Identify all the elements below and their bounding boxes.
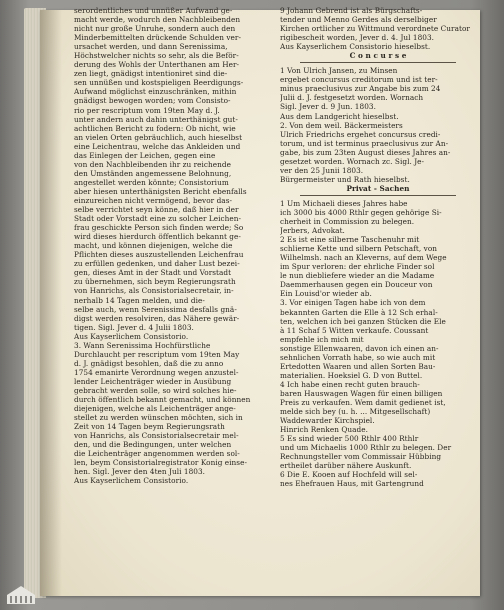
text-line: macht werde, wodurch den Nachbleibenden (74, 15, 241, 25)
text-line: stellet zu werden wünschen möchten, sich in (74, 413, 243, 423)
text-line: gen, dieses Amt in der Stadt und Vorstadt (74, 268, 232, 278)
text-line: zen liegt, gnädigst intentioniret sind die- (74, 69, 228, 79)
text-line: gnädigst bewogen worden; vom Consisto- (74, 96, 231, 106)
text-line: 1754 emanirte Verordnung wegen anzustel- (74, 367, 239, 377)
text-line: schlierne Kette und silbern Petschaft, von (280, 244, 438, 254)
text-line: frau geschickte Person sich finden werde; So (74, 223, 244, 233)
text-line: Aufwand möglichst einzuschränken, mithin (74, 87, 237, 97)
right-text-column (280, 6, 476, 488)
text-line: selbe auch, wenn Serenissima desfalls gnä- (74, 304, 237, 314)
text-line: Daemmerhausen gegen ein Douceur von (280, 280, 433, 290)
text-line: zu erfüllen gedenken, und daher Lust bezei- (74, 259, 240, 269)
text-line: von Hanrichs, als Consistorialsecretair, in- (74, 286, 234, 296)
text-line: minus praeclusivus zur Angabe bis zum 24 (280, 84, 441, 94)
text-line: gabe, bis zum 23ten August dieses Jahres an- (280, 147, 451, 157)
text-line: 9 Johann Gebrend ist als Bürgschafts- (280, 6, 423, 15)
concurse-section (280, 66, 476, 184)
text-line: angestellet werden könnte; Consistorium (74, 177, 229, 187)
text-line: zu übernehmen, sich beym Regierungsrath (74, 277, 236, 287)
text-line: tender und Menno Gerdes als derselbiger (280, 15, 437, 25)
text-line: den, und die Bedingungen, unter welchen (74, 440, 232, 450)
text-line: Wilhelmsh. nach an Kleverns, auf dem Wege (280, 253, 447, 263)
text-line: Zeit von 14 Tagen beym Regierungsrath (74, 422, 225, 432)
text-line: durch öffentlich bekannt gemacht, und können (74, 395, 251, 405)
text-line: Hinrich Renken Quade. (280, 425, 368, 435)
text-line: selbe verrichtet seyn könne, daß hier in der (74, 205, 239, 215)
text-line: le nun diebliefere wieder an die Madame (280, 271, 435, 281)
text-line: tigen. Sigl. Jever d. 4 Julii 1803. (74, 322, 194, 332)
text-line: gebracht werden solle, so wird solches hie- (74, 385, 237, 395)
text-line: lender Leichenträger wieder in Ausübung (74, 376, 232, 386)
text-line: macht, und können diejenigen, welche die (74, 241, 233, 251)
text-line: 2. Von dem weil. Bäckermeisters (280, 120, 403, 130)
text-line: Höchstwelcher nichts so sehr, als die Beför- (74, 51, 239, 61)
heading-rule (300, 195, 456, 196)
text-line: 5 Es sind wieder 500 Rthlr 400 Rthlr (280, 434, 419, 444)
text-line: im Spur verloren: der ehrliche Finder sol (280, 262, 435, 272)
text-line: nicht nur große Unruhe, sondern auch den (74, 24, 236, 34)
left-text-column (74, 6, 274, 485)
text-line: ursachet werden, und dann Serenissima, (74, 42, 228, 52)
text-line: unter andern auch dahin unterthänigst gut- (74, 114, 238, 124)
text-line: achtlichen Bericht zu fodern: Ob nicht, wie (74, 123, 236, 133)
text-line: aber hiesen unterthänigsten Bericht ebenfalls (74, 186, 247, 196)
text-line: von den Nachbleibenden ihr zu reichende (74, 159, 232, 169)
text-line: den Umständen angemessene Belohnung, (74, 168, 232, 178)
text-line: Ulrich Friedrichs ergehet concursus credi- (280, 129, 441, 139)
text-line: 2 Es ist eine silberne Taschenuhr mit (280, 235, 420, 245)
text-line: serordentliches und unnüßer Aufwand ge- (74, 6, 233, 15)
text-line: Waddewarder Kirchspiel. (280, 416, 375, 426)
text-line: ten, welchen ich bei ganzen Stücken die Ele (280, 316, 446, 326)
text-line: sen unnüßen und kostspieligen Beerdigungs- (74, 78, 244, 88)
text-line: hen. Sigl. Jever den 4ten Juli 1803. (74, 467, 206, 477)
text-line: Aus Kayserlichem Consistorio. (74, 476, 189, 486)
text-line: Preis zu verkaufen. Wem damit gedienet ist, (280, 397, 446, 407)
text-line: Stadt oder Vorstadt eine zu solcher Leichen- (74, 214, 242, 224)
text-line: an vielen Orten gebräuchlich, auch hieselbst (74, 132, 243, 142)
text-line: Sigl. Jever d. 9 Jun. 1803. (280, 102, 376, 112)
text-line: Jerbers, Advokat. (280, 226, 345, 236)
text-line: digst werden resolviren, das Nähere gewär- (74, 313, 240, 323)
text-line: Minderbemittelten drückende Schulden ver- (74, 33, 241, 43)
text-line: nerhalb 14 Tagen melden, und die- (74, 295, 205, 305)
text-line: 3. Vor einigen Tagen habe ich von dem (280, 298, 426, 308)
text-line: torum, und ist terminus praeclusivus zur An- (280, 138, 449, 148)
text-line: rio per rescriptum vom 19ten May d. J. (74, 105, 220, 115)
text-line: einzureichen nicht vermögend, bevor das- (74, 195, 233, 205)
text-line: wird dieses hierdurch öffentlich bekannt ge- (74, 232, 241, 242)
text-line: gesetzet worden. Wornach zc. Sigl. Je- (280, 156, 425, 166)
text-line: à 11 Schaf 5 Witten verkaufe. Coussant (280, 325, 429, 335)
right-column-notices (280, 6, 476, 51)
text-line: Julii d. J. festgesetzt worden. Wornach (280, 93, 424, 103)
text-line: Rechnungsteller vom Commissair Hübbing (280, 452, 442, 462)
text-line: und um Michaelis 1000 Rthlr zu belegen. Der (280, 443, 452, 453)
text-line: baren Hauswagen Wagen für einen billigen (280, 388, 443, 398)
text-line: Ertedotten Waaren und allen Sorten Bau- (280, 361, 436, 371)
text-line: 4 Ich habe einen recht guten brauch- (280, 379, 420, 389)
text-line: nes Ehefrauen Haus, mit Gartengrund (280, 479, 424, 489)
text-line: Kirchen ortlicher zu Wittmund verordnete Curator (280, 24, 470, 34)
text-line: bekannten Garten die Elle à 12 Sch erhal- (280, 307, 438, 317)
text-line: materialien. Hoeksiel G. D von Buttel. (280, 370, 423, 380)
text-line: Bürgermeister und Rath hieselbst. (280, 174, 410, 184)
text-line: rigibescheit worden, Jever d. 4. Jul 1803. (280, 33, 435, 43)
text-line: cherheit in Commission zu belegen. (280, 217, 415, 227)
privat-sachen-section (280, 199, 476, 489)
text-line: Ein Louisd'or wieder ab. (280, 289, 372, 299)
text-line: derung des Wohls der Unterthanen am Her- (74, 60, 240, 70)
text-line: ertheilet darüber nähere Auskunft. (280, 461, 412, 471)
text-line: ver den 25 Junii 1803. (280, 165, 364, 175)
text-line: ich 3000 bis 4000 Rthlr gegen gehörige Si- (280, 207, 442, 217)
text-line: Aus dem Landgericht hieselbst. (280, 111, 399, 121)
privat-sachen-heading: Privat - Sachen (346, 183, 410, 193)
text-line: diejenigen, welche als Leichenträger ange- (74, 404, 236, 414)
heading-rule (300, 62, 456, 63)
text-line: 1 Um Michaeli dieses Jahres habe (280, 198, 408, 208)
text-line: Aus Kayserlichem Consistorio. (74, 331, 189, 341)
text-line: Aus Kayserlichem Consistorio hieselbst. (280, 42, 431, 52)
text-line: eine Leichentrau, welche das Ankleiden und (74, 141, 241, 151)
text-line: 6 Die E. Kooen auf Hochfeld will sel- (280, 470, 418, 480)
text-line: die Leichenträger angenommen werden sol- (74, 449, 240, 459)
concurse-heading: C o n c u r s e (349, 51, 407, 61)
library-logo-icon (6, 583, 36, 605)
text-line: melde sich bey (u. h. ... Mitgesellschaft) (280, 407, 431, 417)
text-line: 3. Wann Serenissima Hochfürstliche (74, 340, 211, 350)
text-line: d. J. gnädigst besohlen, daß die zu anno (74, 358, 224, 368)
text-line: ergebet concursus creditorum und ist ter- (280, 75, 438, 85)
text-line: 1 Von Ulrich Jansen, zu Minsen (280, 66, 398, 76)
text-line: len, beym Consistorialregistrator Konig einse- (74, 458, 247, 468)
text-line: sonstige Ellenwaaren, davon ich einen an- (280, 343, 439, 353)
text-line: von Hanrichs, als Consistorialsecretair mel- (74, 431, 239, 441)
text-line: das Einlegen der Leichen, gegen eine (74, 150, 216, 160)
text-line: sehnlichen Vorrath habe, so wie auch mit (280, 352, 436, 362)
page-gutter-shadow (40, 10, 62, 596)
text-line: empfehle ich mich mit (280, 334, 364, 344)
text-line: Durchlaucht per rescriptum vom 19ten May (74, 349, 240, 359)
text-line: Pflichten dieses auszustellenden Leichenfrau (74, 250, 244, 260)
